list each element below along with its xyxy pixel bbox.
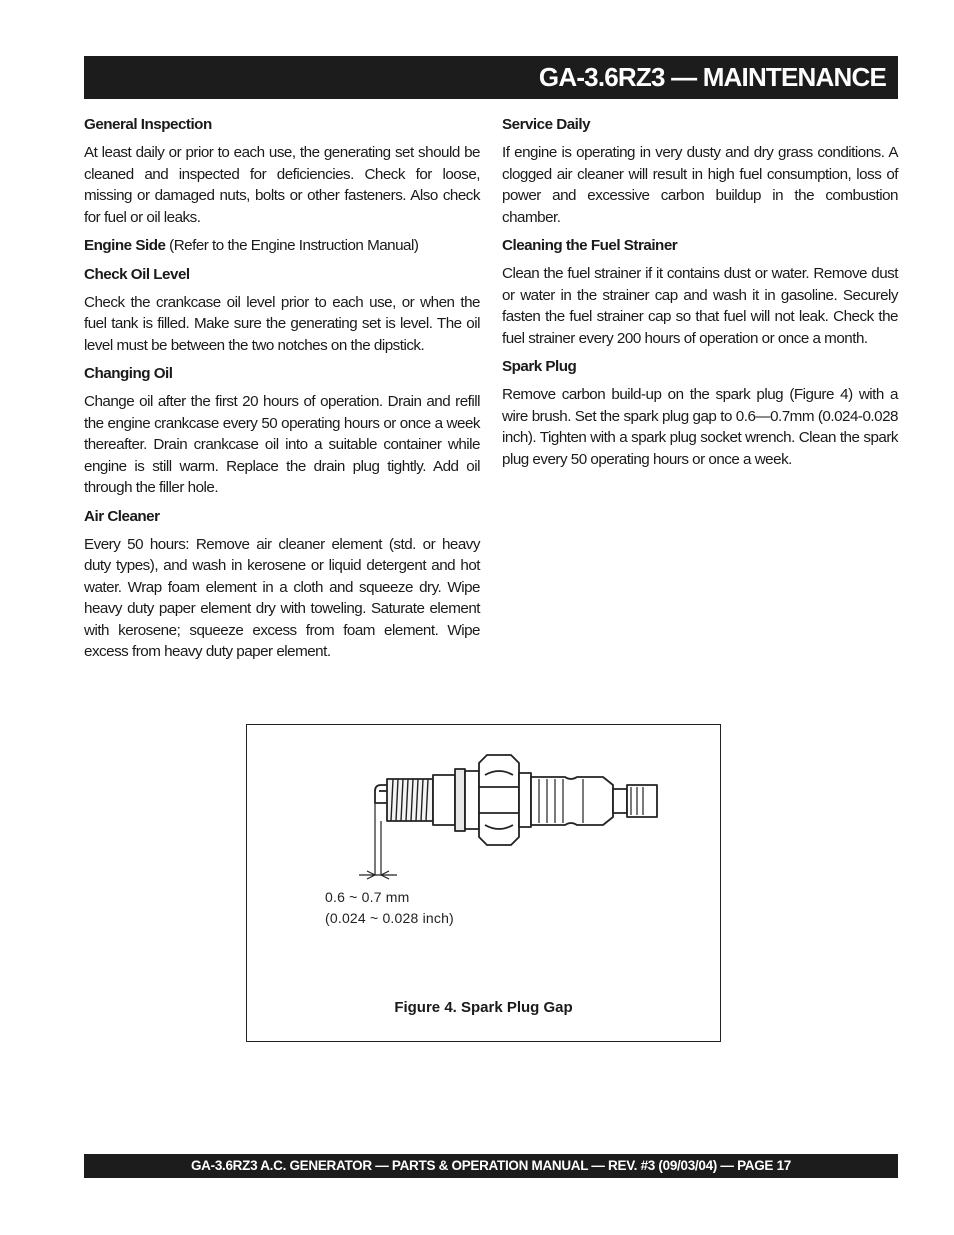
section-check-oil-level [84,264,480,357]
left-column [84,114,480,670]
section-heading: General Inspection [84,116,212,133]
section-engine-side [84,235,480,257]
right-column [502,114,898,477]
section-air-cleaner [84,506,480,663]
figure-spark-plug-gap [246,724,721,1042]
section-general-inspection [84,114,480,228]
section-body: Every 50 hours: Remove air cleaner element (std. or heavy duty types), and wash in kerosene or liquid detergent and hot water. Wrap foam element in a cloth and squeeze dry. Wipe heavy duty paper element dry with toweling. Saturate element with kerosene; squeeze excess from foam element. Wipe excess from heavy duty paper element. [84,535,480,660]
page-title: GA-3.6RZ3 — MAINTENANCE [84,56,898,99]
section-heading: Cleaning the Fuel Strainer [502,237,678,254]
section-body: Check the crankcase oil level prior to each use, or when the fuel tank is filled. Make sure the generating set is level. The oil level must be between the two notches on the dipstick. [84,293,480,354]
section-heading: Changing Oil [84,365,173,382]
gap-mm-label: 0.6 ~ 0.7 mm [325,889,410,905]
section-body: Clean the fuel strainer if it contains dust or water. Remove dust or water in the strainer cap and wash it in gasoline. Securely fasten the fuel strainer cap so that fuel will not leak. Check the fuel strainer every 200 hours of operation or once a month. [502,265,898,347]
section-cleaning-fuel-strainer [502,235,898,349]
gap-inch-label: (0.024 ~ 0.028 inch) [325,910,454,926]
section-heading: Service Daily [502,116,591,133]
figure-caption: Figure 4. Spark Plug Gap [394,999,573,1016]
section-body: Remove carbon build-up on the spark plug (Figure 4) with a wire brush. Set the spark plug gap to 0.6—0.7mm (0.024-0.028 inch). Tighten with a spark plug socket wrench. Clean the spark plug every 50 operating hours or once a week. [502,386,898,468]
spark-plug-illustration [247,725,719,1040]
section-body: Change oil after the first 20 hours of operation. Drain and refill the engine crankcase every 50 operating hours or once a week thereafter. Drain crankcase oil into a suitable container while engine is still warm. Replace the drain plug tightly. Add oil through the filler hole. [84,393,480,496]
section-body: At least daily or prior to each use, the generating set should be cleaned and inspected for deficiencies. Check for loose, missing or damaged nuts, bolts or other fasteners. Also check for fuel or oil leaks. [84,144,480,226]
section-spark-plug [502,356,898,470]
section-heading: Air Cleaner [84,507,160,525]
section-body: If engine is operating in very dusty and dry grass conditions. A clogged air cleaner will result in high fuel consumption, loss of power and excessive carbon buildup in the combustion chamber. [502,144,898,226]
section-heading: Check Oil Level [84,265,190,283]
section-service-daily [502,114,898,228]
section-body: (Refer to the Engine Instruction Manual) [165,237,419,254]
page-footer: GA-3.6RZ3 A.C. GENERATOR — PARTS & OPERATION MANUAL — REV. #3 (09/03/04) — PAGE 17 [84,1154,898,1178]
engine-side-line [84,235,480,257]
section-heading: Engine Side [84,237,166,254]
section-changing-oil [84,363,480,499]
section-heading: Spark Plug [502,358,577,375]
